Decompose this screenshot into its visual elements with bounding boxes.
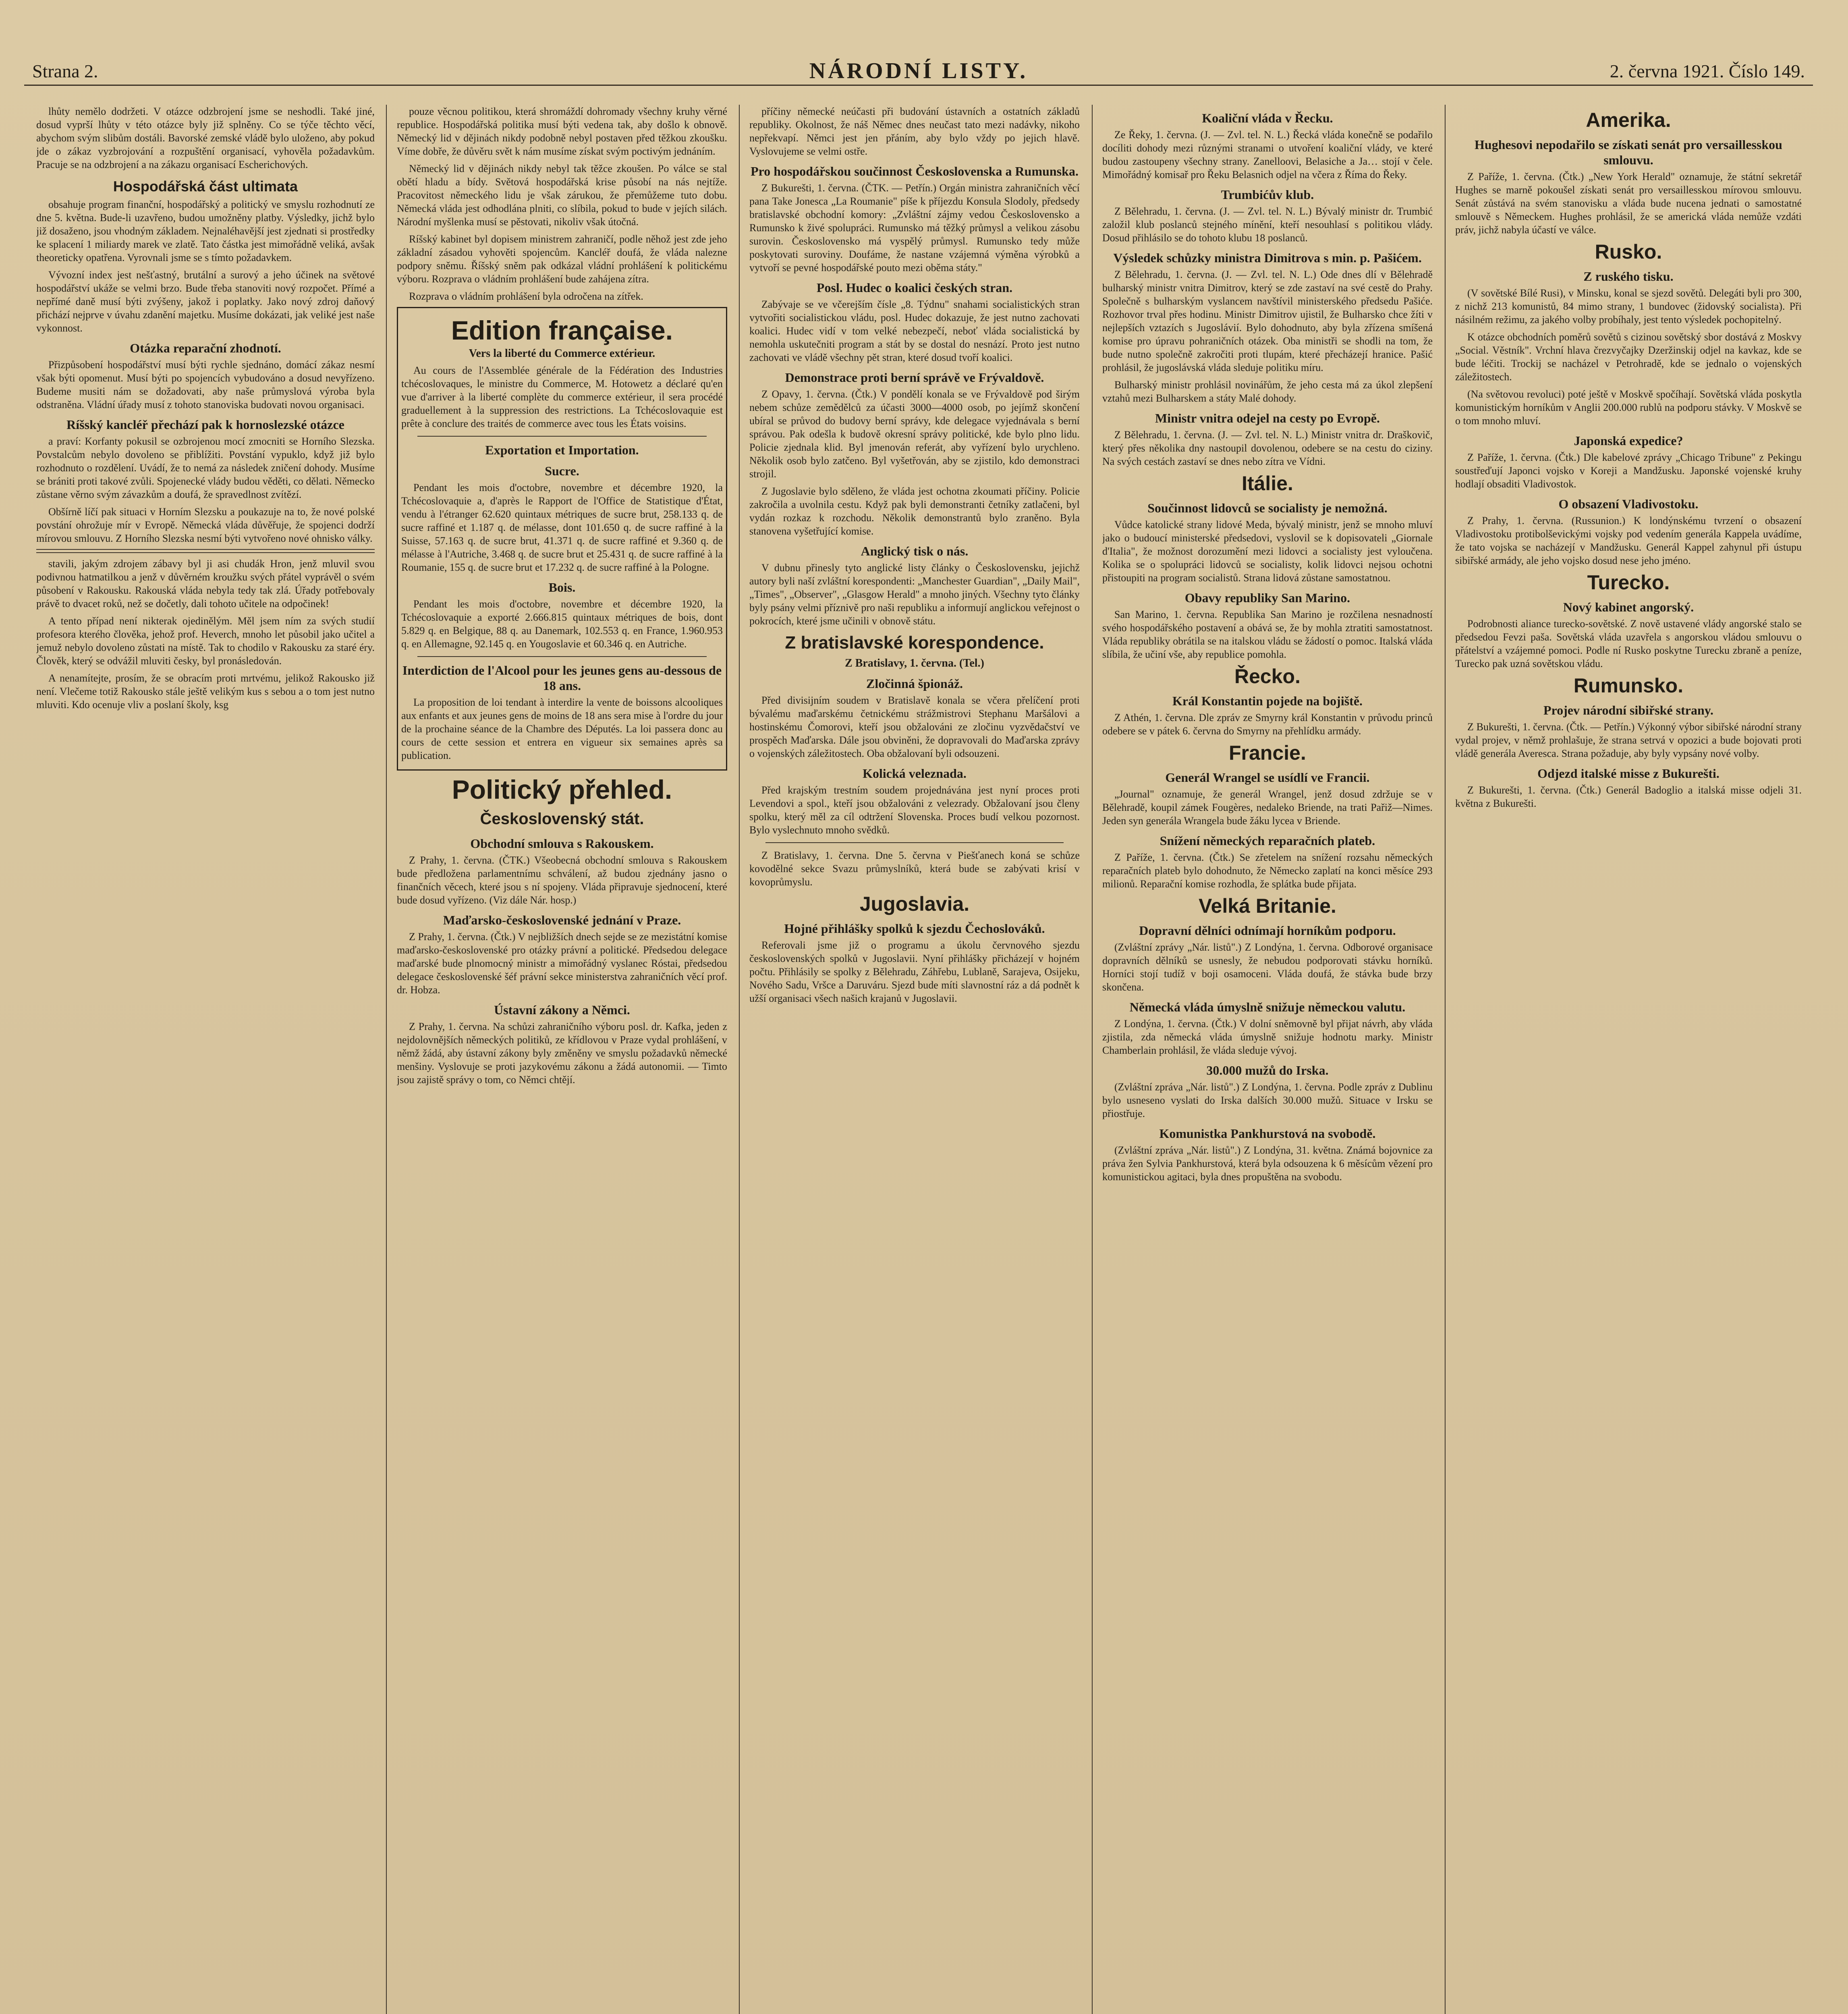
article-paragraph: obsahuje program finanční, hospodářský a politický ve smyslu rozhodnutí ze dne 5. května. Bude-li uzavřeno, budou umožněny platby. Výsledky, jichž bylo již dosaženo, jsou vhodným základem. Nejnaléhavější jest zjednati si prostředky ke splacení 1 miliardy marek ve zlatě. Tato částka jest mimořádně veliká, avšak theoreticky opatřena. Vyrovnali jsme se s tímto požadavkem.: [36, 199, 375, 263]
section-heading: Výsledek schůzky ministra Dimitrova s min. p. Pašićem.: [1113, 251, 1422, 265]
column-5: [1455, 105, 1802, 2014]
section-heading: Hojné přihlášky spolků k sjezdu Čechoslováků.: [784, 921, 1045, 936]
article-paragraph: (Zvláštní zpráva „Nár. listů".) Z Londýna, 31. května. Známá bojovnice za práva žen Sylvia Pankhurstová, která byla odsouzena k 6 měsícům vězení pro komunistickou agitaci, byla dnes propuštěna na svobodu.: [1102, 1144, 1433, 1183]
article-paragraph: Z Athén, 1. června. Dle zpráv ze Smyrny král Konstantin v průvodu princů odebere se v pátek 6. června do Smyrny na přehlídku armády.: [1102, 712, 1433, 737]
section-heading: Součinnost lidovců se socialisty je nemožná.: [1147, 501, 1388, 515]
article-paragraph: lhůty nemělo dodržeti. V otázce odzbrojení jsme se neshodli. Také jiné, dosud vyprší lhůty v této otázce byly již splněny. Co se týče těchto věcí, abychom svým slibům dostáli. Bavorské zemské vládě bylo uloženo, aby pokud jde o zákaz vyzbrojování a rozpuštění organisací, vyhověla požadavkům. Pracuje se na odzbrojení a na zákazu organisací Escherichových.: [36, 106, 375, 170]
section-heading: Kolická veleznada.: [863, 766, 967, 781]
column-rule: [1092, 105, 1093, 2014]
article-paragraph: Z Bratislavy, 1. června. Dne 5. června v Piešťanech koná se schůze kovodělné sekce Svazu průmyslníků, která bude se zabývati krisí v kovoprůmyslu.: [749, 850, 1080, 888]
section-heading: Generál Wrangel se usídlí ve Francii.: [1165, 770, 1370, 785]
section-title: Itálie.: [1242, 472, 1293, 495]
section-heading: Hughesovi nepodařilo se získati senát pro versaillesskou smlouvu.: [1475, 137, 1782, 167]
article-paragraph: Z Prahy, 1. června. (ČTK.) Všeobecná obchodní smlouva s Rakouskem bude předložena parlamentnímu schválení, až budou zjednány jasno o finančních věcech, které jsou s ní spojeny. Vláda připravuje sjednocení, které bude dosud vyřízeno. (Viz dále Nár. hosp.): [397, 854, 727, 906]
section-heading: Zločinná špionáž.: [866, 676, 963, 691]
page-header: [24, 60, 1813, 86]
column-4: [1102, 105, 1433, 2014]
article-paragraph: Ze Řeky, 1. června. (J. — Zvl. tel. N. L.) Řecká vláda konečně se podařilo docíliti dohody mezi různými stranami o utvoření koaliční vlády, ve které budou zastoupeny všechny strany. Zanelloovi, Belasiche a Ja… stojí v čele. Mimořádný komisař pro Řeku Belasnich odjel na včera z Říma do Řeky.: [1102, 129, 1433, 180]
section-heading: Německá vláda úmyslně snižuje německou valutu.: [1129, 1000, 1406, 1014]
article-paragraph: Z Jugoslavie bylo sděleno, že vláda jest ochotna zkoumati příčiny. Policie zakročila a uvolnila cestu. Když pak byli demonstranti četníky zatlačeni, byl vydán rozkaz k rozchodu. Několik demonstrantů bylo zraněno. Byla stanovena vyšetřující komise.: [749, 485, 1080, 537]
section-heading: Exportation et Importation.: [485, 443, 639, 457]
section-title: Řecko.: [1234, 665, 1300, 688]
article-paragraph: Z Bukurešti, 1. června. (ČTK. — Petřín.) Orgán ministra zahraničních věcí pana Take Jonesca „La Roumanie" píše k příjezdu Konsula Slodoly, předsedy bratislavské obchodní komory: „Zvláštní zájmy vedou Československo a Rumunsko k živé spolupráci. Rumunsko má těžký průmysl a velikou zásobu surovin. Československo má vyspělý průmysl. Rumunsko tedy může poskytovati suroviny. Doufáme, že nastane vzájemná výměna výrobků a vytvoří se pevné hospodářské pouto mezi oběma státy.": [749, 182, 1080, 274]
article-paragraph: Přizpůsobení hospodářství musí býti rychle sjednáno, domácí zákaz nesmí však býti opomenut. Musí býti po spojencích vybudováno a dosud nevyřízeno. Budeme musiti nám se dožadovati, aby naše průmyslová výroba byla odstraněna. Vládní úřady musí z tohoto stanoviska budovati novou organisaci.: [36, 359, 375, 410]
article-paragraph: (Zvláštní zprávy „Nár. listů".) Z Londýna, 1. června. Odborové organisace dopravních dělníků se usnesly, že nebudou podporovati stávku horníků. Horníci stojí tudíž v boji osamoceni. Vláda doufá, že stávka bude brzy skončena.: [1102, 941, 1433, 993]
section-title: Francie.: [1229, 742, 1306, 764]
article-paragraph: Podrobnosti aliance turecko-sovětské. Z nově ustavené vlády angorské stalo se předsedou Fevzi paša. Sovětská vláda uzavřela s angorskou vládou smlouvu o přátelství a vzájemné pomoci. Podle ní Rusko poskytne Turecku zbraně a peníze, Turecko pak uzná sovětskou vládu.: [1455, 618, 1802, 669]
section-heading: Koaliční vláda v Řecku.: [1202, 111, 1333, 125]
article-paragraph: Z Bělehradu, 1. června. (J. — Zvl. tel. N. L.) Ode dnes dlí v Bělehradě bulharský ministr vnitra Dimitrov, který se zde zastaví na své cestě do Prahy. Společně s bulharským vyslancem navštívil ministerského předsedu Pašiće. Rozhovor trval přes hodinu. Ministr Dimitrov ujistil, že Bulharsko chce žíti v nejlepších vztazích s Jugoslávií. Bylo dohodnuto, aby byla zřízena smíšená komise pro úpravu pohraničních otázek. Oba ministři se shodli na tom, že bude nutno společně zakročiti proti tlupám, které přecházejí hranice. Pašić prohlásil, že jugoslávská vláda sleduje politiku míru.: [1102, 269, 1433, 373]
article-paragraph: Z Prahy, 1. června. Na schůzi zahraničního výboru posl. dr. Kafka, jeden z nejdolovnějších německých politiků, ze křídlovou v Praze vydal prohlášení, v němž žádá, aby ústavní zákony byly změněny ve smyslu požadavků německé menšiny. Vyslovuje se proti jazykovému zákonu a žádá autonomii. — Timto jsou zajistě správy o tom, co Němci chtějí.: [397, 1021, 727, 1086]
section-heading: Maďarsko-československé jednání v Praze.: [443, 913, 681, 927]
article-paragraph: Vůdce katolické strany lidové Meda, bývalý ministr, jenž se mnoho mluví jako o budoucí ministerské předsedovi, vyslovil se k dopisovateli „Giornale d'Italia", že možnost dorozumění mezi lidovci a socialisty jest vyloučena. Kolika se o spolupráci lidovců se socialisty, kolik lidovci nejsou ochotni přistoupiti na program socialistů. Strana lidová zůstane samostatnou.: [1102, 519, 1433, 584]
section-heading: Trumbićův klub.: [1221, 187, 1314, 202]
article-paragraph: Pendant les mois d'octobre, novembre et décembre 1920, la Tchécoslovaquie a, d'après le Rapport de l'Office de Statistique d'État, vendu à l'étranger 62.620 quintaux métriques de sucre brut, 258.133 q. de sucre raffiné et 1.187 q. de mélasse, dont 101.650 q. de sucre raffiné à la Suisse, 57.163 q. de sucre brut, 41.371 q. de sucre raffiné et 9.360 q. de mélasse à l'Autriche, 3.468 q. de sucre brut et 25.431 q. de sucre raffiné à la Roumanie, 155 q. de sucre brut et 17.232 q. de sucre raffiné à la Pologne.: [401, 482, 723, 573]
article-paragraph: (Na světovou revoluci) poté ještě v Moskvě spočíhají. Sovětská vláda poskytla komunistickým horníkům v Anglii 200.000 rublů na podporu stávky. V Moskvě se o tom mnoho mluví.: [1455, 388, 1802, 427]
section-heading: Odjezd italské misse z Bukurešti.: [1537, 766, 1719, 781]
article-paragraph: Z Paříže, 1. června. (Čtk.) „New York Herald" oznamuje, že státní sekretář Hughes se marně pokoušel získati senát pro versaillesskou mírovou smlouvu. Senát zůstává na svém stanovisku a vláda bude nucena jednati o samostatné smlouvě s Německem. Hughes prohlásil, že se americká vláda nemůže vzdáti práv, jichž nabyla účastí ve válce.: [1455, 171, 1802, 236]
article-paragraph: Před divisijním soudem v Bratislavě konala se včera přelíčení proti bývalému maďarskému četnickému strážmistrovi Stephanu Maršálovi a hostinskému Čomorovi, kteří jsou obžalováni ze zločinu vyzvědačství ve prospěch Maďarska. Dále jsou obviněni, že dopravovali do Maďarska zprávy o vojenských záležitostech. Oba obžalovaní byli odsouzeni.: [749, 694, 1080, 759]
column-3: [749, 105, 1080, 2014]
section-title: Rusko.: [1595, 240, 1662, 263]
section-heading: Japonská expedice?: [1574, 433, 1683, 448]
section-heading: Sucre.: [545, 464, 579, 478]
article-paragraph: „Journal" oznamuje, že generál Wrangel, jenž dosud zdržuje se v Bělehradě, koupil zámek Fougères, nedaleko Briende, na trati Pařiž—Nimes. Jeden syn generála Wrangela bude žáku lycea v Briende.: [1102, 788, 1433, 827]
article-paragraph: stavili, jakým zdrojem zábavy byl ji asi chudák Hron, jenž mluvil svou podivnou hatmatilkou a jenž v důvěrném kroužku svých přátel vyprávěl o svém působení v Rakousku. Rakouská vláda nebyla tedy tak zlá. Úřady potřebovaly právě to dvacet roků, než se dočetly, dali tohoto učitele na odpočinek!: [36, 558, 375, 609]
column-rule: [386, 105, 387, 2014]
article-paragraph: Z Bukurešti, 1. června. (Čtk.) Generál Badoglio a italská misse odjeli 31. května z Bukurešti.: [1455, 784, 1802, 809]
column-2: [397, 105, 727, 2014]
article-paragraph: Z Prahy, 1. června. (Russunion.) K londýnskému tvrzení o obsazení Vladivostoku protibolševickými vojsky pod vedením generála Kappela uvádíme, že tato vojska se nacházejí v Mandžusku. Generál Kappel zahynul při ústupu sibiřské armády, ale jeho vojsko dosud nese jeho jméno.: [1455, 515, 1802, 566]
article-paragraph: Před krajským trestním soudem projednávána jest nyní proces proti Levendovi a spol., kteří jsou obžalováni z velezrady. Obžalovaní jsou členy spolku, který měl za cíl odtržení Slovenska. Proces budí velkou pozornost. Bylo vyslechnuto mnoho svědků.: [749, 784, 1080, 836]
divider: [765, 842, 1064, 843]
article-paragraph: Z Paříže, 1. června. (Čtk.) Dle kabelové zprávy „Chicago Tribune" z Pekingu soustřeďují Japonci vojsko v Koreji a Mandžusku. Japonské vojenské kruhy hodlají obsaditi Vladivostok.: [1455, 452, 1802, 490]
section-title: Z bratislavské korespondence.: [785, 633, 1044, 653]
section-title: Politický přehled.: [452, 775, 672, 804]
article-paragraph: pouze věcnou politikou, která shromáždí dohromady všechny kruhy věrné republice. Hospodářská politika musí býti vedena tak, aby došlo k obnově. Německý lid v dějinách nikdy podobně nebyl postaven před těžkou zkoušku. Víme dobře, že důvěru svět k nám musíme získat svým poctivým jednáním.: [397, 106, 727, 157]
section-heading: Bois.: [548, 580, 576, 595]
section-title: Velká Britanie.: [1199, 895, 1336, 917]
article-paragraph: Zabývaje se ve včerejším čísle „8. Týdnu" snahami socialistických stran vytvořiti socialistickou vládu, posl. Hudec dokazuje, že jest nutno zachovati koalici. Hudec vidí v tom velké nebezpečí, neboť vláda socialistická by nemohla uskutečniti program a stát by se dostal do nesnází. Proto jest nutno zachovati ve vládě všechny pět stran, které dosud tvoří koalici.: [749, 298, 1080, 363]
divider: [36, 549, 375, 553]
column-1: [36, 105, 375, 2014]
edition-francaise-box: [397, 307, 727, 771]
divider: [417, 656, 707, 657]
section-heading: Posl. Hudec o koalici českých stran.: [816, 280, 1013, 295]
article-paragraph: Ríšský kabinet byl dopisem ministrem zahraničí, podle něhož jest zde jeho základní zásadou vyhověti spojencům. Kancléř doufá, že vláda nalezne podpory sněmu. Říšský sněm pak odkázal vládní prohlášení k politickému výboru. Rozprava o vládním prohlášení bude zahájena zítra.: [397, 233, 727, 285]
section-heading: Ústavní zákony a Němci.: [494, 1003, 630, 1017]
edition-subtitle: Vers la liberté du Commerce extérieur.: [469, 347, 655, 360]
section-heading: Obavy republiky San Marino.: [1184, 591, 1350, 605]
section-heading: Interdiction de l'Alcool pour les jeunes gens au-dessous de 18 ans.: [402, 663, 722, 693]
article-paragraph: K otázce obchodních poměrů sovětů s cizinou sovětský sbor dostává z Moskvy „Social. Věstník". Vrchní hlava črezvyčajky Dzeržinskij odjel na kavkaz, kde se bude léčiti. Trockij se nacházel v Petrohradě, kde se jednalo o vojenských záležitostech.: [1455, 331, 1802, 383]
column-rule: [739, 105, 740, 2014]
article-paragraph: Z Opavy, 1. června. (Čtk.) V pondělí konala se ve Frývaldově pod širým nebem schůze zemědělců za účasti 3000—4000 osob, po jejímž skončení ubíral se průvod do budovy berní správy, kde delegace vyjednávala s berní správou. Pak odešla k budově okresní správy politické, kde bylo plno lidu. Policie zjednala klid. Byl jmenován referát, aby vyřízení bylo urychleno. Několik osob bylo zatčeno. Byl vyšetřován, aby se zjistilo, kdo demonstraci strojil.: [749, 388, 1080, 480]
article-paragraph: A tento případ není nikterak ojedinělým. Měl jsem ním za svých studií profesora kterého člověka, jehož prof. Heverch, mnoho let působil jako učitel a jemuž nebylo dovoleno zůstati na místě. Tak to chodilo v Rakousku za staré éry. Člověk, který se odvážil mluviti česky, byl pronásledován.: [36, 615, 375, 667]
article-paragraph: Rozprava o vládním prohlášení byla odročena na zítřek.: [409, 290, 643, 302]
article-paragraph: V dubnu přinesly tyto anglické listy články o Československu, jejichž autory byli naší zvláštní korespondenti: „Manchester Guardian", „Daily Mail", „Times", „Observer", „Glasgow Herald" a mnoho jiných. Všechny tyto články byly psány velmi příznivě pro naši republiku a informují anglickou veřejnost o pokrocích, které jsme učinili v obnově státu.: [749, 562, 1080, 627]
article-paragraph: Vývozní index jest nešťastný, brutální a surový a jeho účinek na světové hospodářství ukáže se velmi brzo. Bude třeba stanoviti nový rozpočet. Přímé a nepřímé daně musí býti zvýšeny, jakož i poplatky. Jako nový zdroj daňový přichází nejprve v úvahu zdanění majetku. Musíme dokázati, jak veliké jest naše vykonnost.: [36, 269, 375, 334]
masthead-title: NÁRODNÍ LISTY.: [809, 58, 1028, 83]
dateline: Z Bratislavy, 1. června. (Tel.): [845, 657, 984, 669]
section-heading: Obchodní smlouva s Rakouskem.: [470, 836, 654, 851]
article-paragraph: Z Bělehradu, 1. června. (J. — Zvl. tel. N. L.) Ministr vnitra dr. Draškovič, který přes několika dny nastoupil dovolenou, odebere se na cestu do ciziny. Na svých cestách zastaví se dnes nebo zítra ve Vídni.: [1102, 429, 1433, 467]
section-heading: Anglický tisk o nás.: [861, 544, 969, 558]
article-paragraph: Z Bělehradu, 1. června. (J. — Zvl. tel. N. L.) Bývalý ministr dr. Trumbić založil klub poslanců stejného mínění, kteří nesouhlasí s politikou vlády. Dosud přihlásilo se do tohoto klubu 18 poslanců.: [1102, 205, 1433, 244]
section-heading: Hospodářská část ultimata: [113, 178, 298, 195]
edition-title: Edition française.: [451, 315, 673, 345]
section-heading: Projev národní sibiřské strany.: [1543, 703, 1713, 717]
section-heading: Ríšský kancléř přechází pak k hornoslezské otázce: [66, 417, 344, 432]
article-paragraph: Z Paříže, 1. června. (Čtk.) Se zřetelem na snížení rozsahu německých reparačních plateb bylo dohodnuto, že Německo zaplatí na konci měsíce 293 milionů. Reparační komise rozhodla, že splátka bude přijata.: [1102, 852, 1433, 890]
section-heading: Snížení německých reparačních plateb.: [1159, 833, 1375, 848]
section-heading: O obsazení Vladivostoku.: [1558, 497, 1699, 511]
section-heading: Dopravní dělníci odnímají horníkům podporu.: [1139, 923, 1396, 938]
section-title: Turecko.: [1587, 571, 1670, 594]
section-heading: Král Konstantin pojede na bojiště.: [1172, 694, 1363, 708]
section-heading: Z ruského tisku.: [1583, 269, 1674, 284]
article-paragraph: Obšírně líčí pak situaci v Horním Slezsku a poukazuje na to, že nové polské povstání ohrožuje mír v Evropě. Německá vláda důvěřuje, že spojenci dodrží mírovou smlouvu. Z Horního Slezska nesmí býti vytvořeno nové ohnisko války.: [36, 506, 375, 544]
section-heading: Demonstrace proti berní správě ve Frývaldově.: [785, 370, 1044, 385]
article-paragraph: Referovali jsme již o programu a úkolu červnového sjezdu československých spolků v Jugoslavii. Nyní přihlášky přicházejí v hojném počtu. Přihlásily se spolky z Bělehradu, Záhřebu, Lublaně, Sarajeva, Osijeku, Nového Sadu, Vršce a Daruváru. Sjezd bude míti slavnostní ráz a dá podnět k užší organisaci všech našich krajanů v Jugoslavii.: [749, 939, 1080, 1004]
article-paragraph: Au cours de l'Assemblée générale de la Fédération des Industries tchécoslovaques, le ministre du Commerce, M. Hotowetz a déclaré qu'en vue d'arriver à la liberté complète du commerce extérieur, il sera procédé graduellement à la suppression des restrictions. La Tchécoslovaquie est prête à conclure des traités de commerce avec tous les États voisins.: [401, 365, 723, 429]
section-heading: Komunistka Pankhurstová na svobodě.: [1159, 1126, 1376, 1141]
section-heading: Ministr vnitra odejel na cesty po Evropě.: [1155, 411, 1380, 425]
article-paragraph: Z Londýna, 1. června. (Čtk.) V dolní sněmovně byl přijat návrh, aby vláda zjistila, zda německá vláda úmyslně snižuje hodnotu marky. Ministr Chamberlain prohlásil, že vláda sleduje vývoj.: [1102, 1018, 1433, 1056]
section-heading: Pro hospodářskou součinnost Československa a Rumunska.: [751, 164, 1079, 178]
section-heading: Otázka reparační zhodnotí.: [130, 341, 281, 355]
section-subtitle: Československý stát.: [480, 810, 644, 828]
article-paragraph: Z Bukurešti, 1. června. (Čtk. — Petřín.) Výkonný výbor sibiřské národní strany vydal projev, v němž prohlašuje, že strana setrvá v opozici a bude bojovati proti vládě generála Averesca. Strana požaduje, aby byly vypsány nové volby.: [1455, 721, 1802, 759]
article-paragraph: příčiny německé neúčasti při budování ústavních a ostatních základů republiky. Okolnost, že náš Němec dnes neučast tato mezi nadávky, nikoho nepřekvapí. Němci jest jen přáním, aby bylo vždy po jejich hlavě. Vyslovujeme se velmi ostře.: [749, 106, 1080, 157]
article-paragraph: Z Prahy, 1. června. (Čtk.) V nejbližších dnech sejde se ze mezistátní komise maďarsko-československé pro otázky právní a politické. Předsedou delegace maďarské bude plnomocný ministr a mimořádný vyslanec Róstai, předsedou delegace československé šéf právní sekce ministerstva zahraničních věcí prof. dr. Hobza.: [397, 931, 727, 996]
article-paragraph: Pendant les mois d'octobre, novembre et décembre 1920, la Tchécoslovaquie a exporté 2.666.815 quintaux métriques de bois, dont 5.829 q. en Belgique, 88 q. au Danemark, 102.553 q. en France, 1.960.953 q. en Allemagne, 92.145 q. en Yougoslavie et 60.346 q. en Autriche.: [401, 598, 723, 650]
divider: [417, 436, 707, 437]
article-paragraph: (Zvláštní zpráva „Nár. listů".) Z Londýna, 1. června. Podle zpráv z Dublinu bylo usneseno vyslati do Irska dalších 30.000 mužů. Situace v Irsku se přiostřuje.: [1102, 1081, 1433, 1119]
article-paragraph: Německý lid v dějinách nikdy nebyl tak těžce zkoušen. Po válce se stal obětí hladu a bídy. Světová hospodářská krise působí na nás nejtíže. Pracovitost německého lidu je však zárukou, že přemůžeme tuto dobu. Německá vláda jest odhodlána plniti, co slíbila, pokud to bude v jejích silách. Národní myšlenka musí se pěstovati, nikoliv však útočná.: [397, 163, 727, 228]
page-number: Strana 2.: [32, 61, 98, 81]
article-paragraph: San Marino, 1. června. Republika San Marino je rozčilena nesnadností svého hospodářského postavení a obává se, že by mohla ztratiti samostatnost. Vláda republiky obrátila se na italskou vládu se žádostí o pomoc. Italská vláda slíbila, že učiní vše, aby republice pomohla.: [1102, 609, 1433, 660]
section-title: Amerika.: [1586, 109, 1671, 131]
article-paragraph: La proposition de loi tendant à interdire la vente de boissons alcooliques aux enfants et aux jeunes gens de moins de 18 ans sera mise à l'ordre du jour de la prochaine séance de la Chambre des Députés. La loi passera donc au cours de cette session et entrera en vigueur six semaines après sa publication.: [401, 696, 723, 761]
section-title: Rumunsko.: [1573, 674, 1684, 697]
article-paragraph: A nenamítejte, prosím, že se obracím proti mrtvému, jelikož Rakousko již není. Vlečeme totiž Rakousko stále ještě velikým kus s sebou a o tom jest nutno mluviti. Kdo ocenuje vliv a poslaní školy, ksg: [36, 672, 375, 711]
article-paragraph: a praví: Korfanty pokusil se ozbrojenou mocí zmocniti se Horního Slezska. Povstalcům nebylo dovoleno se přiblížiti. Povstání vypuklo, když již bylo rozhodnuto o rozdělení. Uvádí, že to nemá za následek zničení dohody. Musíme se brániti proti takové zvůli. Spojenecké vlády budou věděti, co dělati. Německo zůstane věrno svým závazkům a doufá, že spravedlnost zvítězí.: [36, 435, 375, 500]
section-heading: Nový kabinet angorský.: [1563, 600, 1694, 614]
issue-date: 2. června 1921. Číslo 149.: [1609, 61, 1805, 81]
column-rule: [1445, 105, 1446, 2014]
section-title: Jugoslavia.: [859, 893, 970, 915]
article-paragraph: (V sovětské Bílé Rusi), v Minsku, konal se sjezd sovětů. Delegáti byli pro 300, z nichž 213 komunistů, 84 mimo strany, 1 bundovec (židovský socialista). Při násilném režimu, za jakého volby probíhaly, jest tento výsledek pochopitelný.: [1455, 287, 1802, 325]
section-heading: 30.000 mužů do Irska.: [1206, 1063, 1329, 1077]
article-paragraph: Bulharský ministr prohlásil novinářům, že jeho cesta má za úkol zlepšení vztahů mezi Bulharskem a státy Malé dohody.: [1102, 379, 1433, 404]
